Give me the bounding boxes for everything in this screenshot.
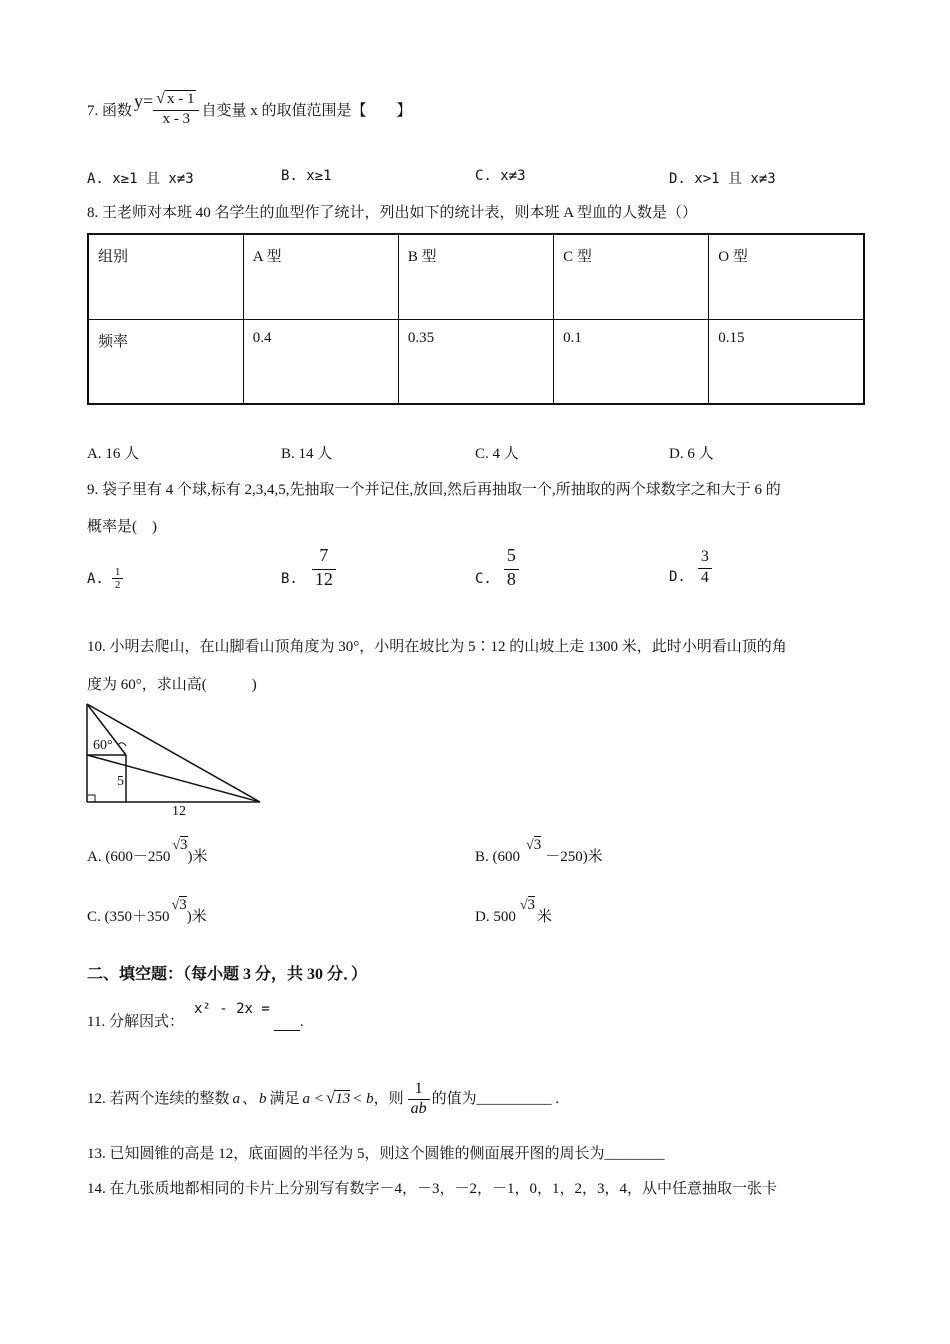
figure-hypotenuse bbox=[87, 704, 260, 802]
q12-mid: 满足 bbox=[269, 1091, 300, 1107]
option-text: －250)米 bbox=[545, 849, 603, 865]
table-cell: 0.4 bbox=[243, 319, 398, 404]
q12-var-a: a bbox=[232, 1091, 241, 1107]
option-text: 米 bbox=[537, 909, 553, 925]
q12-prefix: 12. 若两个连续的整数 bbox=[87, 1091, 230, 1107]
q12-fraction bbox=[408, 1080, 430, 1118]
q11-answer-blank bbox=[274, 1013, 300, 1031]
fraction-numerator: 1 bbox=[408, 1080, 430, 1101]
table-cell: A 型 bbox=[243, 234, 398, 319]
fraction-numerator: 3 bbox=[698, 548, 712, 569]
table-cell: B 型 bbox=[398, 234, 553, 319]
q7-fraction: $\frac{√ x - 1}{x - 3}$ bbox=[153, 90, 199, 127]
fraction-denominator: 12 bbox=[314, 568, 333, 589]
question-12 bbox=[87, 1052, 560, 1118]
q9-option-a-label: A. bbox=[87, 570, 104, 587]
question-11 bbox=[87, 995, 304, 1031]
option-text: )米 bbox=[186, 909, 207, 925]
figure-horizontal-label: 12 bbox=[172, 804, 186, 819]
q12-ineq-b: < b bbox=[352, 1091, 374, 1107]
table-cell: 0.15 bbox=[709, 319, 864, 404]
table-row bbox=[88, 234, 864, 319]
table-cell: 频率 bbox=[88, 319, 243, 404]
fraction-numerator: 1 bbox=[112, 566, 124, 579]
q12-then: ，则 bbox=[373, 1091, 404, 1107]
sqrt-radicand: 13 bbox=[335, 1091, 351, 1107]
q9-option-d-label: D. bbox=[669, 569, 686, 586]
q8-option-d: D. 6 人 bbox=[669, 446, 714, 462]
q7-y: y= bbox=[134, 90, 154, 111]
q9-option-b-fraction bbox=[312, 546, 336, 590]
q7-numerator: x - 1 bbox=[166, 91, 195, 108]
q9-line1: 9. 袋子里有 4 个球,标有 2,3,4,5,先抽取一个并记住,放回,然后再抽取一个,所抽取的两个球数字之和大于 6 的 bbox=[87, 482, 781, 498]
sqrt-radicand: 3 bbox=[180, 837, 188, 853]
q8-text: 8. 王老师对本班 40 名学生的血型作了统计，列出如下的统计表，则本班 A 型血的人数是（） bbox=[87, 205, 698, 221]
q10-option-c bbox=[87, 897, 207, 926]
sqrt-symbol: √3 bbox=[171, 897, 187, 913]
q8-option-b: B. 14 人 bbox=[281, 446, 333, 462]
q9-option-c bbox=[475, 546, 519, 590]
q7-option-d: D. x>1 且 x≠3 bbox=[669, 171, 776, 187]
q10-option-d bbox=[475, 897, 553, 926]
q11-suffix: . bbox=[299, 1014, 304, 1030]
option-text: B. (600 bbox=[475, 849, 520, 865]
q10-option-a bbox=[87, 837, 208, 866]
q7-option-b: B. x≥1 bbox=[281, 168, 332, 184]
fraction-denominator: 4 bbox=[700, 568, 709, 586]
option-text: C. (350＋350 bbox=[87, 909, 170, 925]
question-7 bbox=[87, 85, 411, 133]
right-angle-mark bbox=[88, 795, 95, 802]
q12-ineq-a: a < bbox=[302, 1091, 324, 1107]
table-cell: 0.1 bbox=[554, 319, 709, 404]
option-text: D. 500 bbox=[475, 909, 516, 925]
table-row bbox=[88, 319, 864, 404]
q7-option-c: C. x≠3 bbox=[475, 168, 526, 184]
sqrt-symbol: √3 bbox=[519, 897, 536, 913]
q9-option-a-fraction bbox=[112, 566, 124, 591]
fraction-numerator: 5 bbox=[504, 546, 519, 570]
table-cell: C 型 bbox=[554, 234, 709, 319]
q14-text: 14. 在九张质地都相同的卡片上分别写有数字－4，－3，－2，－1，0，1，2，3，4，从中任意抽取一张卡 bbox=[87, 1181, 778, 1197]
q11-expression: x² - 2x = bbox=[193, 1001, 270, 1017]
q8-option-c: C. 4 人 bbox=[475, 446, 519, 462]
q10-line2: 度为 60°，求山高( ) bbox=[87, 677, 257, 693]
q9-option-b bbox=[281, 546, 336, 590]
q7-denominator: x - 3 bbox=[162, 111, 191, 128]
sqrt-radicand: 3 bbox=[533, 837, 542, 853]
sqrt-symbol: √3 bbox=[172, 837, 188, 853]
table-cell: O 型 bbox=[709, 234, 864, 319]
mountain-figure bbox=[80, 700, 270, 825]
sqrt-symbol: √3 bbox=[526, 837, 542, 853]
figure-slope-line bbox=[87, 755, 260, 802]
q12-var-b: b bbox=[259, 1091, 267, 1107]
fraction-denominator: ab bbox=[410, 1100, 427, 1118]
q10-option-b bbox=[475, 837, 603, 866]
q7-prefix: 7. 函数 bbox=[87, 102, 133, 119]
q9-option-c-fraction bbox=[504, 546, 519, 590]
q9-option-d-fraction bbox=[698, 548, 712, 586]
option-text: )米 bbox=[187, 849, 208, 865]
q11-prefix: 11. 分解因式： bbox=[87, 1014, 184, 1030]
table-cell: 0.35 bbox=[398, 319, 553, 404]
q9-option-b-label: B. bbox=[281, 570, 298, 587]
option-text: A. (600－250 bbox=[87, 849, 171, 865]
figure-vertical-label: 5 bbox=[117, 774, 124, 789]
q12-separator: 、 bbox=[242, 1091, 258, 1107]
q8-option-a: A. 16 人 bbox=[87, 446, 140, 462]
section-heading: 二、填空题：（每小题 3 分，共 30 分．） bbox=[87, 966, 368, 983]
q10-line1: 10. 小明去爬山，在山脚看山顶角度为 30°，小明在坡比为 5∶12 的山坡上走 1300 米，此时小明看山顶的角 bbox=[87, 639, 787, 655]
q9-option-a bbox=[87, 566, 123, 591]
q9-option-d bbox=[669, 548, 712, 586]
q12-suffix: 的值为__________ . bbox=[431, 1091, 560, 1107]
q7-option-a: A. x≥1 且 x≠3 bbox=[87, 171, 194, 187]
fraction-denominator: 8 bbox=[506, 568, 516, 589]
table-cell: 组别 bbox=[88, 234, 243, 319]
q9-line2: 概率是( ) bbox=[87, 519, 157, 535]
q13-text: 13. 已知圆锥的高是 12，底面圆的半径为 5，则这个圆锥的侧面展开图的周长为________ bbox=[87, 1146, 665, 1162]
blood-type-table bbox=[87, 233, 865, 405]
sqrt-radicand: 3 bbox=[527, 897, 536, 913]
sqrt-radicand: 3 bbox=[179, 897, 187, 913]
q9-option-c-label: C. bbox=[475, 570, 492, 587]
fraction-denominator: 2 bbox=[114, 579, 121, 592]
sqrt-symbol: √13 bbox=[325, 1088, 351, 1107]
figure-angle-label: 60° bbox=[93, 738, 113, 753]
fraction-numerator: 7 bbox=[312, 546, 336, 570]
q7-suffix: 自变量 x 的取值范围是【 】 bbox=[201, 102, 412, 119]
